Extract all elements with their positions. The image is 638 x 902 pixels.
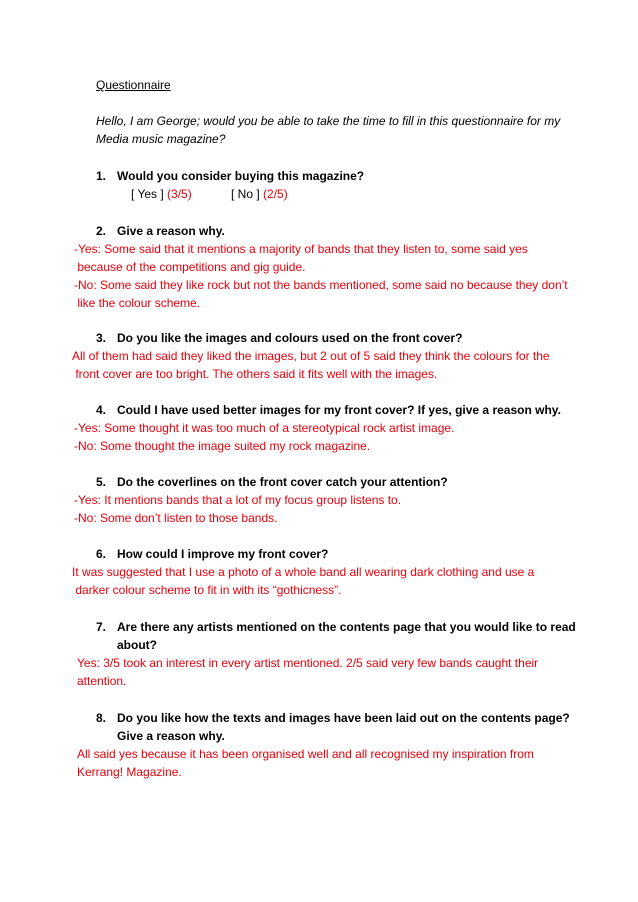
q6-number: 6. [96, 547, 107, 561]
q1-number: 1. [96, 169, 107, 183]
page-title: Questionnaire [96, 78, 171, 92]
q7-text-line-1: Are there any artists mentioned on the contents page that you would like to read [117, 620, 576, 634]
q1-no-label: [ No ] [231, 187, 260, 201]
q5-text: Do the coverlines on the front cover catch your attention? [117, 475, 448, 489]
q5-answer-line: -No: Some don’t listen to those bands. [74, 511, 278, 525]
q1-text: Would you consider buying this magazine? [117, 169, 365, 183]
q3-answer-line: All of them had said they liked the images, but 2 out of 5 said they think the colours for the [72, 349, 550, 363]
q8-answer-line: All said yes because it has been organised well and all recognised my inspiration from [77, 747, 534, 761]
q7-answer-line: Yes: 3/5 took an interest in every artist mentioned. 2/5 said very few bands caught their [77, 656, 539, 670]
q4-text: Could I have used better images for my front cover? If yes, give a reason why. [117, 403, 561, 417]
q3-text: Do you like the images and colours used on the front cover? [117, 331, 463, 345]
q2-answer-line: -No: Some said they like rock but not the bands mentioned, some said no because they don’t [74, 278, 568, 292]
q8-number: 8. [96, 711, 107, 725]
q4-answer-line: -No: Some thought the image suited my rock magazine. [74, 439, 371, 453]
q8-answer-line: Kerrang! Magazine. [77, 765, 182, 779]
q6-text: How could I improve my front cover? [117, 547, 329, 561]
q8-text-line-2: Give a reason why. [117, 729, 225, 743]
q3-answer-line: front cover are too bright. The others said it fits well with the images. [72, 367, 438, 381]
q1-yes-label: [ Yes ] [131, 187, 164, 201]
q5-number: 5. [96, 475, 107, 489]
q5-answer-line: -Yes: It mentions bands that a lot of my focus group listens to. [74, 493, 402, 507]
intro-line-1: Hello, I am George; would you be able to take the time to fill in this questionnaire for my [96, 114, 561, 128]
q1-no-count: (2/5) [263, 187, 288, 201]
q4-number: 4. [96, 403, 107, 417]
q2-answer-line: -Yes: Some said that it mentions a majority of bands that they listen to, some said yes [74, 242, 528, 256]
q2-answer-line: because of the competitions and gig guide. [74, 260, 306, 274]
q7-text-line-2: about? [117, 638, 157, 652]
q1-yes-count: (3/5) [167, 187, 192, 201]
q2-answer-line: like the colour scheme. [74, 296, 201, 310]
q8-text-line-1: Do you like how the texts and images have been laid out on the contents page? [117, 711, 570, 725]
intro-line-2: Media music magazine? [96, 132, 226, 146]
q3-number: 3. [96, 331, 107, 345]
q7-answer-line: attention. [77, 674, 127, 688]
q4-answer-line: -Yes: Some thought it was too much of a stereotypical rock artist image. [74, 421, 455, 435]
q7-number: 7. [96, 620, 107, 634]
q1-yes-option [131, 185, 192, 203]
q2-text: Give a reason why. [117, 224, 225, 238]
q1-no-option [231, 185, 288, 203]
q2-number: 2. [96, 224, 107, 238]
q6-answer-line: darker colour scheme to fit in with its “gothicness”. [72, 583, 342, 597]
q6-answer-line: It was suggested that I use a photo of a whole band all wearing dark clothing and use a [72, 565, 535, 579]
